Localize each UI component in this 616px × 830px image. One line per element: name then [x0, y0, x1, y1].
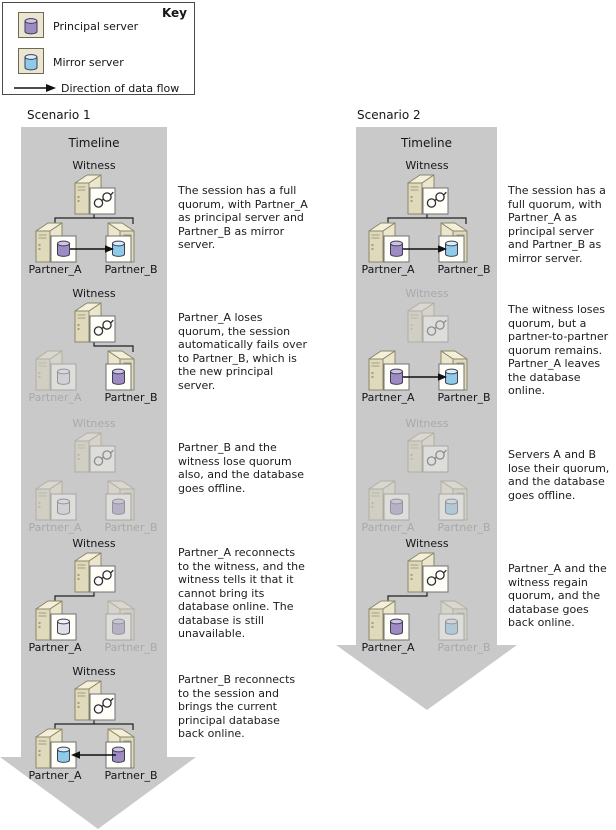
- mirror-server-icon: [439, 481, 467, 520]
- partner-b-label: Partner_B: [104, 521, 158, 534]
- partner-a-label: Partner_A: [28, 263, 82, 276]
- principal-server-key-icon: [18, 12, 44, 38]
- mirror-server-key-label: Mirror server: [53, 56, 124, 69]
- data-flow-arrow-icon: [403, 245, 447, 253]
- s1-stage1-diagram: [19, 160, 169, 282]
- mirror-server-icon: [439, 351, 467, 390]
- s1-stage2-diagram: [19, 288, 169, 410]
- s1-stage4-description: Partner_A reconnects to the witness, and the witness tells it that it cannot bring its database online. The database is still unavailable.: [178, 546, 305, 640]
- witness-label: Witness: [405, 538, 449, 550]
- partner-b-label: Partner_B: [104, 769, 158, 782]
- witness-server-icon: [408, 553, 448, 592]
- quorum-connector-lines: [55, 719, 133, 730]
- witness-server-icon: [408, 433, 448, 472]
- mirror-server-key-icon: [18, 48, 44, 74]
- witness-label: Witness: [72, 160, 116, 172]
- principal-server-icon: [369, 601, 409, 640]
- partner-a-label: Partner_A: [28, 521, 82, 534]
- mirror-server-icon: [36, 729, 76, 768]
- principal-server-icon: [106, 601, 134, 640]
- data-flow-arrow-icon: [403, 373, 447, 381]
- partner-a-label: Partner_A: [361, 263, 415, 276]
- witness-server-icon: [75, 553, 115, 592]
- partner-b-label: Partner_B: [437, 521, 491, 534]
- scenario2-timeline-label: Timeline: [400, 136, 453, 150]
- s1-stage5-description: Partner_B reconnects to the session and brings the current principal database back online.: [178, 673, 296, 740]
- witness-server-icon: [75, 175, 115, 214]
- s2-stage1-diagram: [352, 160, 502, 282]
- s1-stage5-diagram: [19, 666, 169, 788]
- principal-server-icon: [106, 481, 134, 520]
- witness-label: Witness: [72, 288, 116, 300]
- s1-stage3-description: Partner_B and the witness lose quorum also, and the database goes offline.: [178, 441, 304, 495]
- principal-server-key-label: Principal server: [53, 20, 139, 33]
- data-flow-arrow-icon: [70, 245, 114, 253]
- partner-b-label: Partner_B: [437, 263, 491, 276]
- s2-stage2-diagram: [352, 288, 502, 410]
- s1-stage2-description: Partner_A loses quorum, the session automatically fails over to Partner_B, which is the new principal server.: [178, 311, 307, 392]
- witness-label: Witness: [72, 538, 116, 550]
- quorum-connector-lines: [388, 591, 427, 602]
- witness-server-icon: [75, 303, 115, 342]
- witness-label: Witness: [72, 418, 116, 430]
- s2-stage2-description: The witness loses quorum, but a partner-to-partner quorum remains. Partner_A leaves the database online.: [508, 303, 609, 397]
- partner-a-label: Partner_A: [28, 641, 82, 654]
- principal-server-icon: [106, 729, 134, 768]
- principal-server-icon: [369, 481, 409, 520]
- offline-server-icon: [36, 351, 76, 390]
- data-flow-arrow-key-icon: [13, 82, 57, 94]
- s2-stage3-description: Servers A and B lose their quorum, and the database goes offline.: [508, 448, 610, 502]
- partner-b-label: Partner_B: [437, 641, 491, 654]
- partner-a-label: Partner_A: [28, 769, 82, 782]
- partner-a-label: Partner_A: [361, 391, 415, 404]
- s1-stage4-diagram: [19, 538, 169, 660]
- witness-server-icon: [408, 303, 448, 342]
- quorum-connector-lines: [388, 213, 466, 224]
- quorum-connector-lines: [55, 591, 94, 602]
- partner-b-label: Partner_B: [437, 391, 491, 404]
- witness-label: Witness: [405, 288, 449, 300]
- quorum-connector-lines: [55, 213, 133, 224]
- partner-b-label: Partner_B: [104, 391, 158, 404]
- witness-server-icon: [75, 433, 115, 472]
- mirror-server-icon: [106, 223, 134, 262]
- principal-server-icon: [36, 223, 76, 262]
- scenario2-title: Scenario 2: [357, 108, 421, 122]
- s1-stage3-diagram: [19, 418, 169, 540]
- quorum-connector-lines: [94, 341, 133, 352]
- witness-server-icon: [75, 681, 115, 720]
- key-title: Key: [161, 6, 187, 20]
- mirror-server-icon: [439, 601, 467, 640]
- partner-a-label: Partner_A: [361, 641, 415, 654]
- offline-server-icon: [36, 481, 76, 520]
- witness-server-icon: [408, 175, 448, 214]
- principal-server-icon: [106, 351, 134, 390]
- witness-label: Witness: [72, 666, 116, 678]
- key-legend: [2, 2, 195, 95]
- s2-stage4-description: Partner_A and the witness regain quorum, and the database goes back online.: [508, 562, 607, 629]
- scenario1-timeline-label: Timeline: [68, 136, 120, 150]
- partner-b-label: Partner_B: [104, 263, 158, 276]
- s2-stage1-description: The session has a full quorum, with Partner_A as principal server and Partner_B as mirror server.: [508, 184, 606, 265]
- partner-a-label: Partner_A: [28, 391, 82, 404]
- partner-a-label: Partner_A: [361, 521, 415, 534]
- witness-label: Witness: [405, 160, 449, 172]
- s2-stage3-diagram: [352, 418, 502, 540]
- s2-stage4-diagram: [352, 538, 502, 660]
- partner-b-label: Partner_B: [104, 641, 158, 654]
- s1-stage1-description: The session has a full quorum, with Partner_A as principal server and Partner_B as mirror server.: [178, 184, 308, 251]
- principal-server-icon: [369, 223, 409, 262]
- offline-db-server-icon: [36, 601, 76, 640]
- principal-server-icon: [369, 351, 409, 390]
- data-flow-key-label: Direction of data flow: [61, 82, 180, 95]
- mirror-server-icon: [439, 223, 467, 262]
- scenario1-title: Scenario 1: [27, 108, 91, 122]
- witness-label: Witness: [405, 418, 449, 430]
